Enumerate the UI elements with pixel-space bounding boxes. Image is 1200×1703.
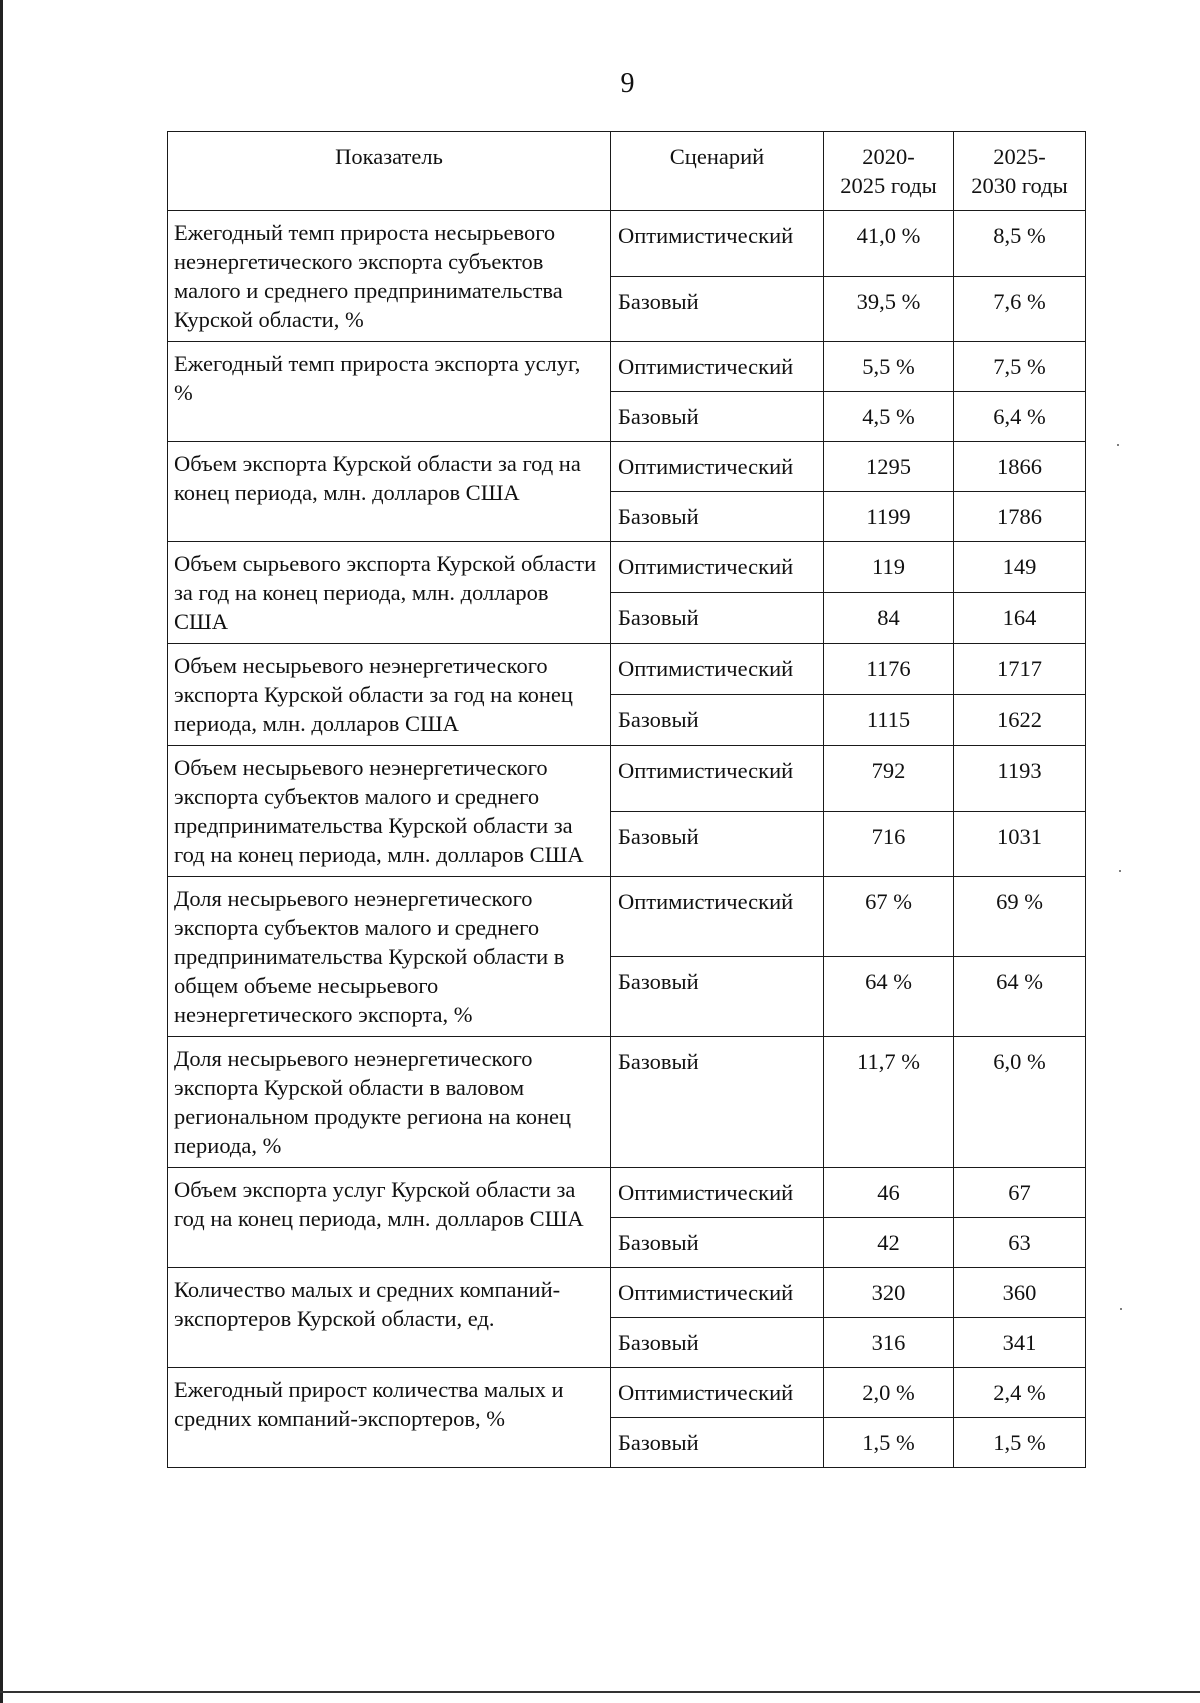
scenario-cell: Базовый	[611, 811, 824, 877]
scenario-cell: Оптимистический	[611, 644, 824, 695]
indicator-cell: Ежегодный темп прироста несырьевого неэнергетического экспорта субъектов малого и среднего предпринимательства Курской области, %	[168, 211, 611, 342]
value-2020-2025-cell: 1199	[824, 492, 954, 542]
table-row	[168, 342, 1086, 392]
header-scenario	[611, 132, 824, 211]
value-2025-2030-cell: 1622	[954, 695, 1086, 746]
value-2020-2025-cell: 316	[824, 1318, 954, 1368]
table-row	[168, 746, 1086, 812]
value-2020-2025-cell: 39,5 %	[824, 276, 954, 342]
value-2025-2030-cell: 7,6 %	[954, 276, 1086, 342]
value-2020-2025-cell: 1,5 %	[824, 1418, 954, 1468]
value-2025-2030-cell: 1717	[954, 644, 1086, 695]
scenario-cell: Базовый	[611, 1418, 824, 1468]
value-2020-2025-cell: 119	[824, 542, 954, 593]
indicator-cell: Объем экспорта услуг Курской области за год на конец периода, млн. долларов США	[168, 1168, 611, 1268]
scenario-cell: Базовый	[611, 492, 824, 542]
value-2025-2030-cell: 1031	[954, 811, 1086, 877]
value-2025-2030-cell: 1,5 %	[954, 1418, 1086, 1468]
table-row	[168, 644, 1086, 695]
value-2025-2030-cell: 64 %	[954, 957, 1086, 1037]
table-row	[168, 442, 1086, 492]
header-period2-line1: 2025-	[993, 144, 1046, 169]
scenario-cell: Оптимистический	[611, 1268, 824, 1318]
value-2020-2025-cell: 1295	[824, 442, 954, 492]
scenario-cell: Оптимистический	[611, 746, 824, 812]
header-scenario-label: Сценарий	[669, 144, 765, 169]
value-2025-2030-cell: 69 %	[954, 877, 1086, 957]
table-row	[168, 542, 1086, 593]
indicator-cell: Объем несырьевого неэнергетического экспорта субъектов малого и среднего предпринимательства Курской области за год на конец периода, млн. долларов США	[168, 746, 611, 877]
value-2020-2025-cell: 320	[824, 1268, 954, 1318]
indicator-cell: Ежегодный темп прироста экспорта услуг, %	[168, 342, 611, 442]
scenario-cell: Базовый	[611, 1037, 824, 1168]
value-2020-2025-cell: 1115	[824, 695, 954, 746]
header-period2-line2: 2030 годы	[971, 173, 1068, 198]
value-2020-2025-cell: 11,7 %	[824, 1037, 954, 1168]
value-2020-2025-cell: 84	[824, 593, 954, 644]
indicator-cell: Объем экспорта Курской области за год на конец периода, млн. долларов США	[168, 442, 611, 542]
value-2025-2030-cell: 1193	[954, 746, 1086, 812]
scenario-cell: Оптимистический	[611, 1168, 824, 1218]
value-2020-2025-cell: 41,0 %	[824, 211, 954, 277]
scenario-cell: Оптимистический	[611, 542, 824, 593]
value-2025-2030-cell: 6,4 %	[954, 392, 1086, 442]
value-2020-2025-cell: 2,0 %	[824, 1368, 954, 1418]
indicator-cell: Объем несырьевого неэнергетического экспорта Курской области за год на конец периода, млн. долларов США	[168, 644, 611, 746]
scenario-cell: Оптимистический	[611, 342, 824, 392]
header-indicator	[168, 132, 611, 211]
value-2020-2025-cell: 4,5 %	[824, 392, 954, 442]
value-2025-2030-cell: 2,4 %	[954, 1368, 1086, 1418]
indicator-cell: Объем сырьевого экспорта Курской области за год на конец периода, млн. долларов США	[168, 542, 611, 644]
table-header-row	[168, 132, 1086, 211]
table-row	[168, 1037, 1086, 1168]
table-row	[168, 1268, 1086, 1318]
header-period-2025-2030	[954, 132, 1086, 211]
indicator-cell: Доля несырьевого неэнергетического экспорта субъектов малого и среднего предпринимательства Курской области в общем объеме несырьевого неэнергетического экспорта, %	[168, 877, 611, 1037]
scenario-cell: Базовый	[611, 392, 824, 442]
scenario-cell: Базовый	[611, 957, 824, 1037]
scenario-cell: Оптимистический	[611, 442, 824, 492]
scenario-cell: Оптимистический	[611, 877, 824, 957]
page-number: 9	[620, 68, 635, 99]
header-period1-line1: 2020-	[862, 144, 915, 169]
value-2025-2030-cell: 67	[954, 1168, 1086, 1218]
value-2020-2025-cell: 67 %	[824, 877, 954, 957]
table-row	[168, 211, 1086, 277]
value-2025-2030-cell: 1786	[954, 492, 1086, 542]
scenario-cell: Базовый	[611, 695, 824, 746]
table-row	[168, 877, 1086, 957]
value-2020-2025-cell: 1176	[824, 644, 954, 695]
indicators-table	[167, 131, 1086, 1468]
header-period1-line2: 2025 годы	[840, 173, 937, 198]
table-row	[168, 1168, 1086, 1218]
table-row	[168, 1368, 1086, 1418]
value-2025-2030-cell: 7,5 %	[954, 342, 1086, 392]
scenario-cell: Базовый	[611, 1318, 824, 1368]
header-indicator-label: Показатель	[335, 144, 443, 169]
scan-speck	[1119, 870, 1121, 872]
scan-bottom-edge	[0, 1691, 1200, 1693]
header-period-2020-2025	[824, 132, 954, 211]
value-2020-2025-cell: 42	[824, 1218, 954, 1268]
scan-speck	[1120, 1308, 1122, 1310]
indicator-cell: Количество малых и средних компаний-экспортеров Курской области, ед.	[168, 1268, 611, 1368]
value-2020-2025-cell: 5,5 %	[824, 342, 954, 392]
scan-left-edge	[0, 0, 3, 1703]
scenario-cell: Базовый	[611, 593, 824, 644]
indicator-cell: Ежегодный прирост количества малых и средних компаний-экспортеров, %	[168, 1368, 611, 1468]
value-2025-2030-cell: 6,0 %	[954, 1037, 1086, 1168]
value-2020-2025-cell: 46	[824, 1168, 954, 1218]
value-2025-2030-cell: 1866	[954, 442, 1086, 492]
value-2025-2030-cell: 341	[954, 1318, 1086, 1368]
value-2025-2030-cell: 149	[954, 542, 1086, 593]
value-2025-2030-cell: 8,5 %	[954, 211, 1086, 277]
scenario-cell: Оптимистический	[611, 211, 824, 277]
scan-speck	[1117, 444, 1119, 446]
scenario-cell: Базовый	[611, 1218, 824, 1268]
value-2020-2025-cell: 64 %	[824, 957, 954, 1037]
value-2025-2030-cell: 164	[954, 593, 1086, 644]
indicator-cell: Доля несырьевого неэнергетического экспорта Курской области в валовом региональном продукте региона на конец периода, %	[168, 1037, 611, 1168]
scenario-cell: Базовый	[611, 276, 824, 342]
value-2020-2025-cell: 716	[824, 811, 954, 877]
value-2025-2030-cell: 360	[954, 1268, 1086, 1318]
value-2020-2025-cell: 792	[824, 746, 954, 812]
scenario-cell: Оптимистический	[611, 1368, 824, 1418]
value-2025-2030-cell: 63	[954, 1218, 1086, 1268]
